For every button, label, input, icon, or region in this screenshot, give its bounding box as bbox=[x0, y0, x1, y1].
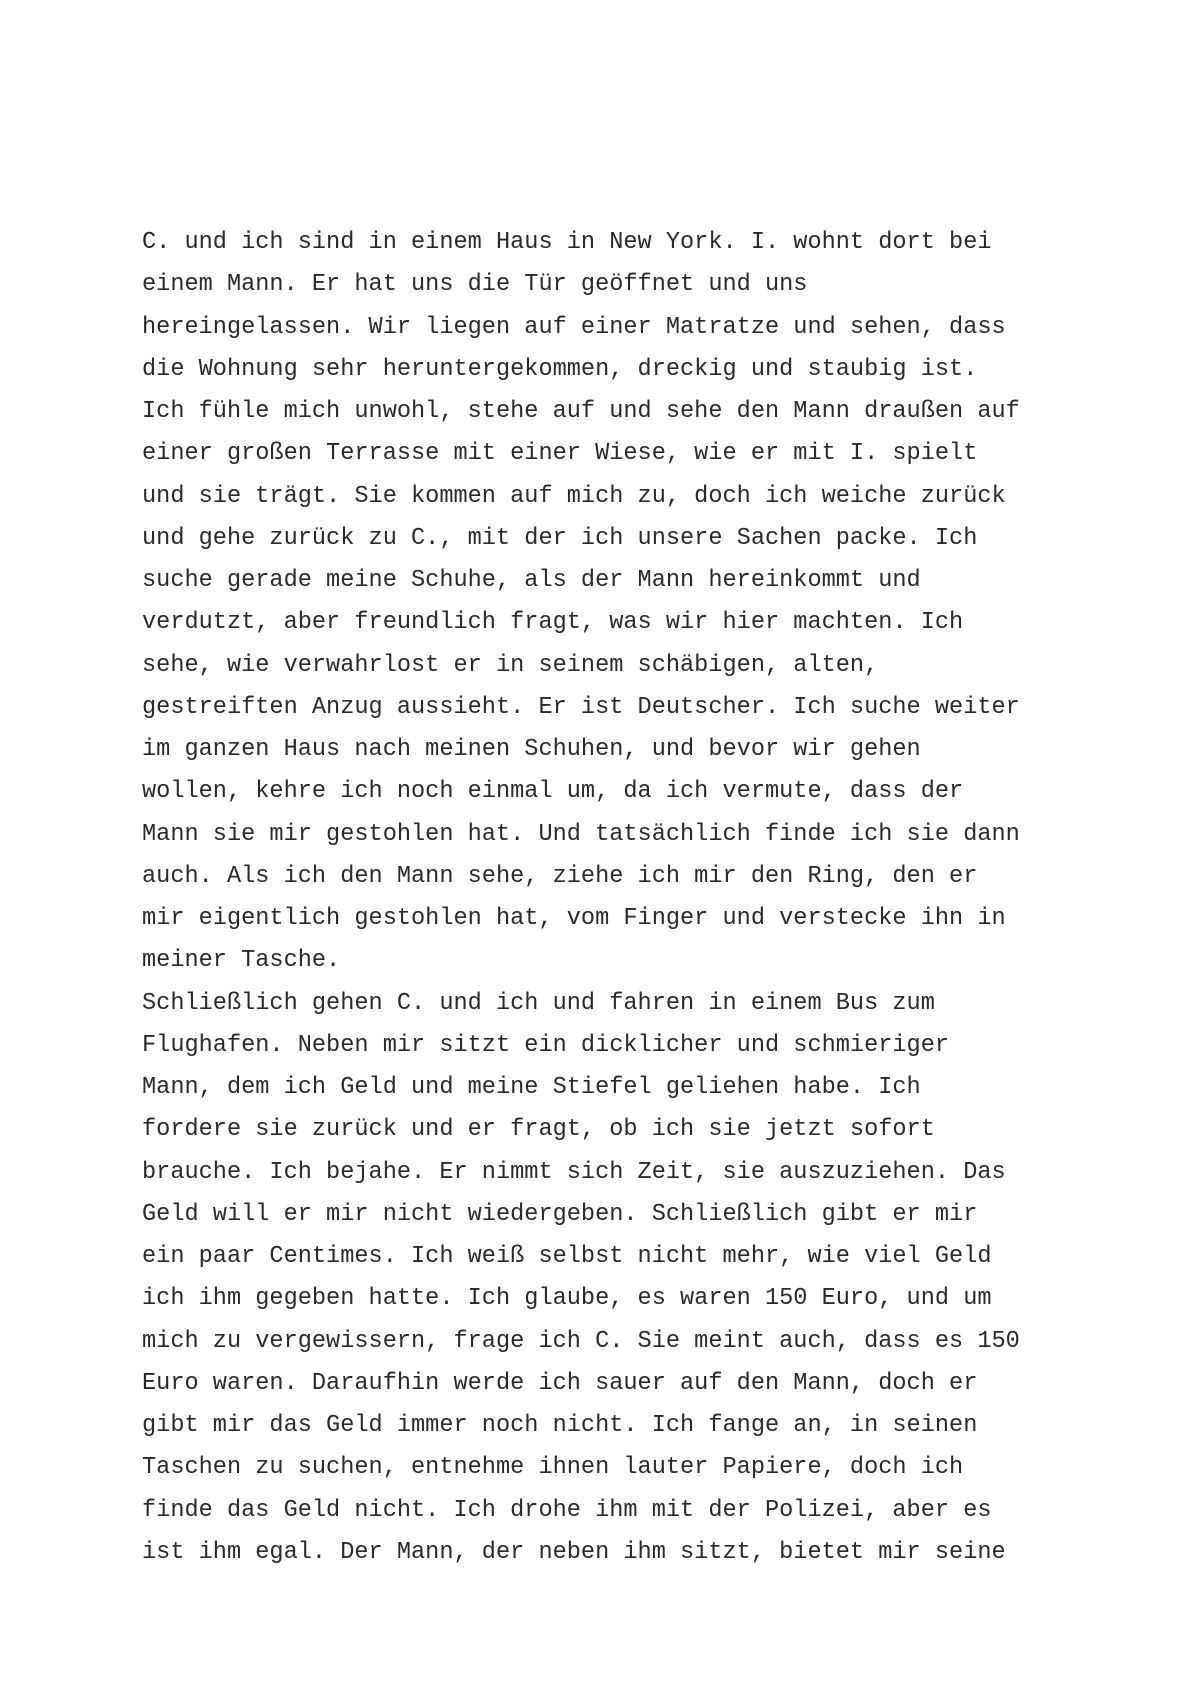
text-line: wollen, kehre ich noch einmal um, da ich vermute, dass der bbox=[142, 778, 964, 806]
text-line: ist ihm egal. Der Mann, der neben ihm sitzt, bietet mir seine bbox=[142, 1538, 1006, 1566]
text-line: Mann, dem ich Geld und meine Stiefel geliehen habe. Ich bbox=[142, 1074, 921, 1101]
text-line: mich zu vergewissern, frage ich C. Sie meint auch, dass es 150 bbox=[142, 1327, 1020, 1355]
text-line: gestreiften Anzug aussieht. Er ist Deutscher. Ich suche weiter bbox=[142, 693, 1020, 721]
text-line: meiner Tasche. bbox=[142, 947, 341, 975]
text-line: sehe, wie verwahrlost er in seinem schäbigen, alten, bbox=[142, 651, 879, 679]
text-line: die Wohnung sehr heruntergekommen, dreckig und staubig ist. bbox=[142, 355, 978, 383]
text-line: Taschen zu suchen, entnehme ihnen lauter Papiere, doch ich bbox=[142, 1454, 964, 1482]
text-line: einem Mann. Er hat uns die Tür geöffnet und uns bbox=[142, 271, 808, 299]
text-line: Mann sie mir gestohlen hat. Und tatsächlich finde ich sie dann bbox=[142, 820, 1020, 848]
text-line: ich ihm gegeben hatte. Ich glaube, es waren 150 Euro, und um bbox=[142, 1285, 992, 1313]
text-line: und sie trägt. Sie kommen auf mich zu, doch ich weiche zurück bbox=[142, 482, 1006, 510]
text-line: finde das Geld nicht. Ich drohe ihm mit der Polizei, aber es bbox=[142, 1496, 992, 1524]
text-line: auch. Als ich den Mann sehe, ziehe ich mir den Ring, den er bbox=[142, 862, 978, 890]
text-line: Ich fühle mich unwohl, stehe auf und sehe den Mann draußen auf bbox=[142, 398, 1020, 425]
text-line: C. und ich sind in einem Haus in New York. I. wohnt dort bei bbox=[142, 229, 992, 256]
text-line: brauche. Ich bejahe. Er nimmt sich Zeit, sie auszuziehen. Das bbox=[142, 1158, 1006, 1186]
text-line: hereingelassen. Wir liegen auf einer Matratze und sehen, dass bbox=[142, 313, 1006, 341]
text-line: Schließlich gehen C. und ich und fahren in einem Bus zum bbox=[142, 989, 935, 1017]
text-line: und gehe zurück zu C., mit der ich unsere Sachen packe. Ich bbox=[142, 524, 978, 552]
text-line: Euro waren. Daraufhin werde ich sauer auf den Mann, doch er bbox=[142, 1369, 978, 1397]
text-line: Geld will er mir nicht wiedergeben. Schließlich gibt er mir bbox=[142, 1200, 978, 1228]
text-line: gibt mir das Geld immer noch nicht. Ich fange an, in seinen bbox=[142, 1412, 978, 1439]
text-line: suche gerade meine Schuhe, als der Mann hereinkommt und bbox=[142, 567, 921, 594]
body-text bbox=[142, 222, 1102, 1574]
text-line: Flughafen. Neben mir sitzt ein dicklicher und schmieriger bbox=[142, 1031, 950, 1059]
text-line: fordere sie zurück und er fragt, ob ich sie jetzt sofort bbox=[142, 1116, 935, 1144]
text-line: mir eigentlich gestohlen hat, vom Finger und verstecke ihn in bbox=[142, 905, 1006, 932]
text-line: ein paar Centimes. Ich weiß selbst nicht mehr, wie viel Geld bbox=[142, 1243, 992, 1270]
text-line: einer großen Terrasse mit einer Wiese, wie er mit I. spielt bbox=[142, 440, 978, 468]
text-line: im ganzen Haus nach meinen Schuhen, und bevor wir gehen bbox=[142, 736, 921, 763]
text-line: verdutzt, aber freundlich fragt, was wir hier machten. Ich bbox=[142, 609, 964, 637]
